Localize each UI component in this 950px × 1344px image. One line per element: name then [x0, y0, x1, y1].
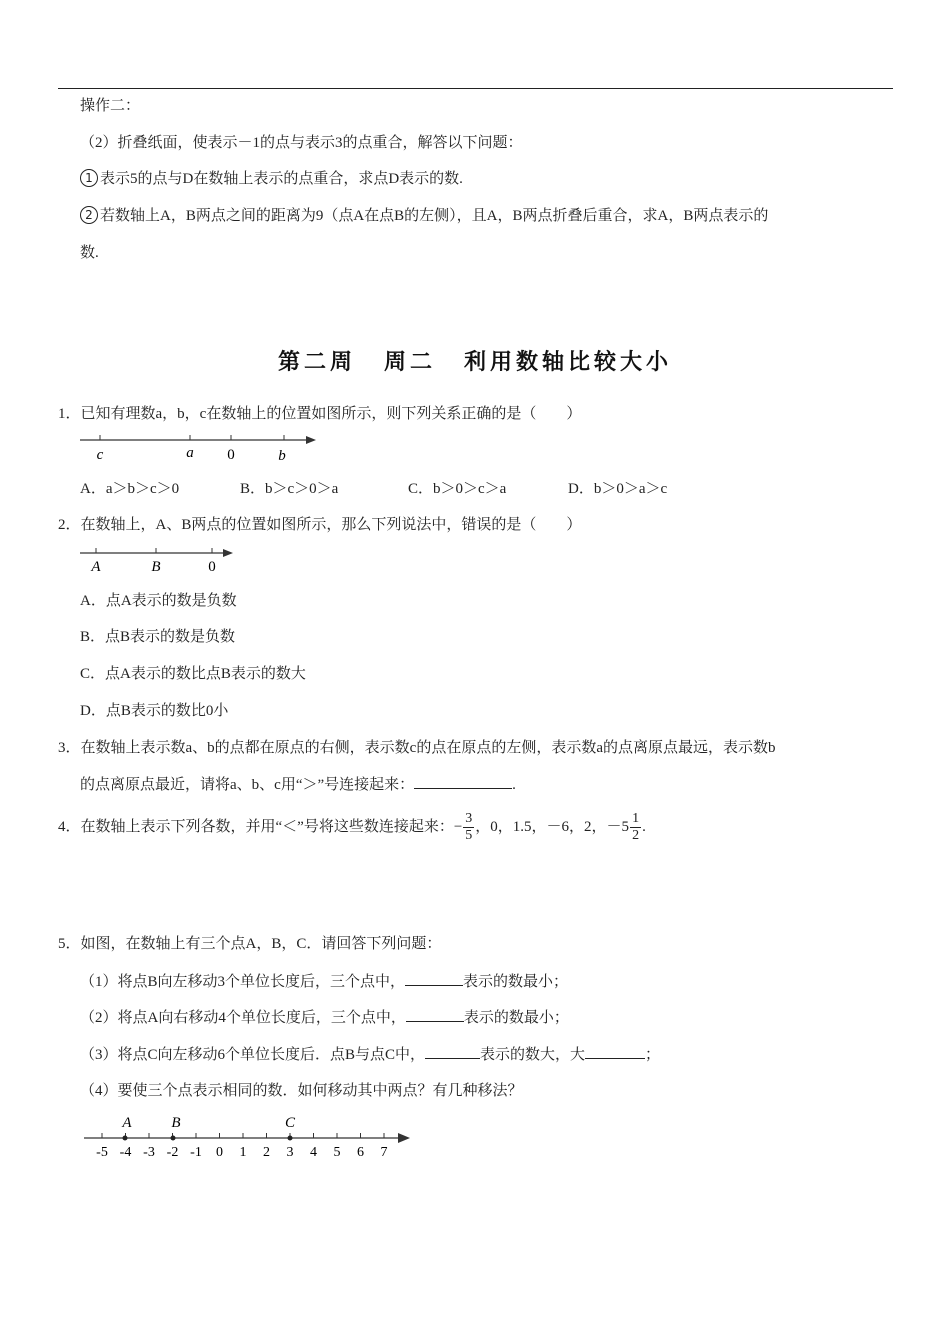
q5-stem: 5．如图，在数轴上有三个点A，B，C．请回答下列问题：	[58, 936, 442, 952]
q5-tick-label: 5	[333, 1145, 341, 1160]
q5-tick-label: 6	[357, 1145, 364, 1160]
q5-point-c-label: C	[284, 1115, 296, 1131]
q5-part-1	[80, 971, 568, 992]
q5-tick-label: 7	[380, 1145, 388, 1160]
q5-part-3-tail: ；	[645, 1047, 661, 1063]
q4-line	[58, 808, 646, 846]
question-2-part-2-continued: 数.	[80, 245, 99, 261]
q2-choice-b[interactable]: B．点B表示的数是负数	[80, 629, 236, 645]
q1-label-0: 0	[227, 447, 235, 463]
q4-fraction-1-numerator: 3	[465, 811, 473, 827]
q5-point-b-dot	[171, 1136, 176, 1141]
q5-tick-label: 1	[239, 1145, 247, 1160]
operation-label: 操作二：	[80, 98, 141, 114]
q4-minus: −	[453, 819, 463, 835]
q4-middle-numbers: ，0，1.5，－6，2，－5	[475, 819, 630, 835]
q5-tick-label: 0	[216, 1145, 223, 1160]
q2-label-0: 0	[208, 559, 216, 575]
q4-fraction-3-5	[463, 811, 474, 844]
q5-part-1-text: （1）将点B向左移动3个单位长度后，三个点中，	[80, 974, 406, 990]
q1-number-line	[76, 430, 321, 466]
circled-number-1: 1	[80, 169, 98, 187]
q3-line-2-text: 的点离原点最近，请将a、b、c用“＞”号连接起来：	[80, 777, 415, 793]
q1-choice-b[interactable]: B．b＞c＞0＞a	[240, 481, 339, 497]
q5-part-2	[80, 1007, 569, 1028]
circled-number-2: 2	[80, 206, 98, 224]
q4-fraction-2-numerator: 1	[632, 811, 640, 827]
q5-part-3-blank-2[interactable]	[585, 1044, 645, 1059]
section-title-topic: 利用数轴比较大小	[464, 350, 673, 375]
q2-stem: 2．在数轴上，A、B两点的位置如图所示，那么下列说法中，错误的是（ ）	[58, 517, 582, 533]
q5-point-b-label: B	[171, 1115, 181, 1131]
q2-label-b: B	[151, 559, 161, 575]
q5-ticks	[96, 1133, 387, 1160]
q1-axis-arrow	[306, 436, 316, 444]
q5-tick-label: 4	[310, 1145, 317, 1160]
q5-tick-label: -3	[143, 1145, 155, 1160]
q5-part-2-tail: 表示的数最小；	[463, 1010, 569, 1026]
header-rule	[58, 88, 893, 89]
section-title	[0, 345, 950, 376]
q5-tick-label: 3	[286, 1145, 294, 1160]
q2-choice-c[interactable]: C．点A表示的数比点B表示的数大	[80, 666, 306, 682]
q4-fraction-1-denominator: 5	[465, 828, 473, 844]
q1-label-b: b	[278, 448, 286, 464]
q5-point-c-dot	[288, 1136, 293, 1141]
question-2-part-2	[80, 206, 768, 226]
q5-tick-label: -4	[119, 1145, 132, 1160]
q1-label-c: c	[96, 447, 104, 463]
q5-tick-label: 2	[263, 1145, 270, 1160]
q5-part-3-text: （3）将点C向左移动6个单位长度后．点B与点C中，	[80, 1047, 426, 1063]
section-title-day: 周二	[383, 350, 436, 375]
q2-choice-d[interactable]: D．点B表示的数比0小	[80, 703, 229, 719]
q5-part-3	[80, 1044, 660, 1065]
section-title-week: 第二周	[277, 350, 356, 375]
question-2-part-1-text: 表示5的点与D在数轴上表示的点重合，求点D表示的数.	[100, 171, 463, 187]
q1-stem: 1．已知有理数a，b，c在数轴上的位置如图所示，则下列关系正确的是（ ）	[58, 406, 582, 422]
q4-period: .	[642, 819, 646, 835]
q2-label-a: A	[91, 559, 101, 575]
q3-line-1: 3．在数轴上表示数a、b的点都在原点的右侧，表示数c的点在原点的左侧，表示数a的点离原点最远，表示数b	[58, 740, 776, 756]
q5-point-a-label: A	[122, 1115, 132, 1131]
q5-axis-arrow	[398, 1133, 410, 1143]
q3-answer-blank[interactable]	[414, 774, 512, 789]
q5-number-line	[80, 1108, 416, 1164]
q4-text: 4．在数轴上表示下列各数，并用“＜”号将这些数连接起来：	[58, 819, 454, 835]
q5-part-2-text: （2）将点A向右移动4个单位长度后，三个点中，	[80, 1010, 406, 1026]
question-2-part-2-text: 若数轴上A，B两点之间的距离为9（点A在点B的左侧），且A，B两点折叠后重合，求A，B两点表示的	[100, 208, 769, 224]
q1-label-a: a	[186, 445, 194, 461]
question-2-prompt: （2）折叠纸面，使表示－1的点与表示3的点重合，解答以下问题：	[80, 135, 523, 151]
q4-fraction-1-2	[630, 811, 641, 844]
q5-part-3-blank-1[interactable]	[425, 1044, 480, 1059]
q5-tick-label: -1	[190, 1145, 202, 1160]
q2-axis-arrow	[223, 549, 233, 557]
q5-part-1-tail: 表示的数最小；	[463, 974, 569, 990]
q5-part-2-blank[interactable]	[406, 1007, 464, 1022]
q5-tick-label: -5	[96, 1145, 108, 1160]
question-2-part-1	[80, 169, 463, 189]
q3-period: .	[512, 777, 516, 793]
q1-choice-d[interactable]: D．b＞0＞a＞c	[568, 481, 668, 497]
q2-choice-a[interactable]: A．点A表示的数是负数	[80, 593, 237, 609]
q5-part-3-middle: 表示的数大，大	[480, 1047, 586, 1063]
q1-choice-a[interactable]: A．a＞b＞c＞0	[80, 481, 180, 497]
q3-line-2	[80, 774, 516, 795]
q1-choice-c[interactable]: C．b＞0＞c＞a	[408, 481, 507, 497]
q5-part-4: （4）要使三个点表示相同的数．如何移动其中两点？有几种移法？	[80, 1083, 523, 1099]
q5-tick-label: -2	[166, 1145, 179, 1160]
q1-choices	[80, 479, 667, 499]
q2-number-line	[76, 541, 241, 577]
q5-part-1-blank[interactable]	[405, 971, 463, 986]
q4-fraction-2-denominator: 2	[632, 828, 640, 844]
q5-point-a-dot	[123, 1136, 128, 1141]
